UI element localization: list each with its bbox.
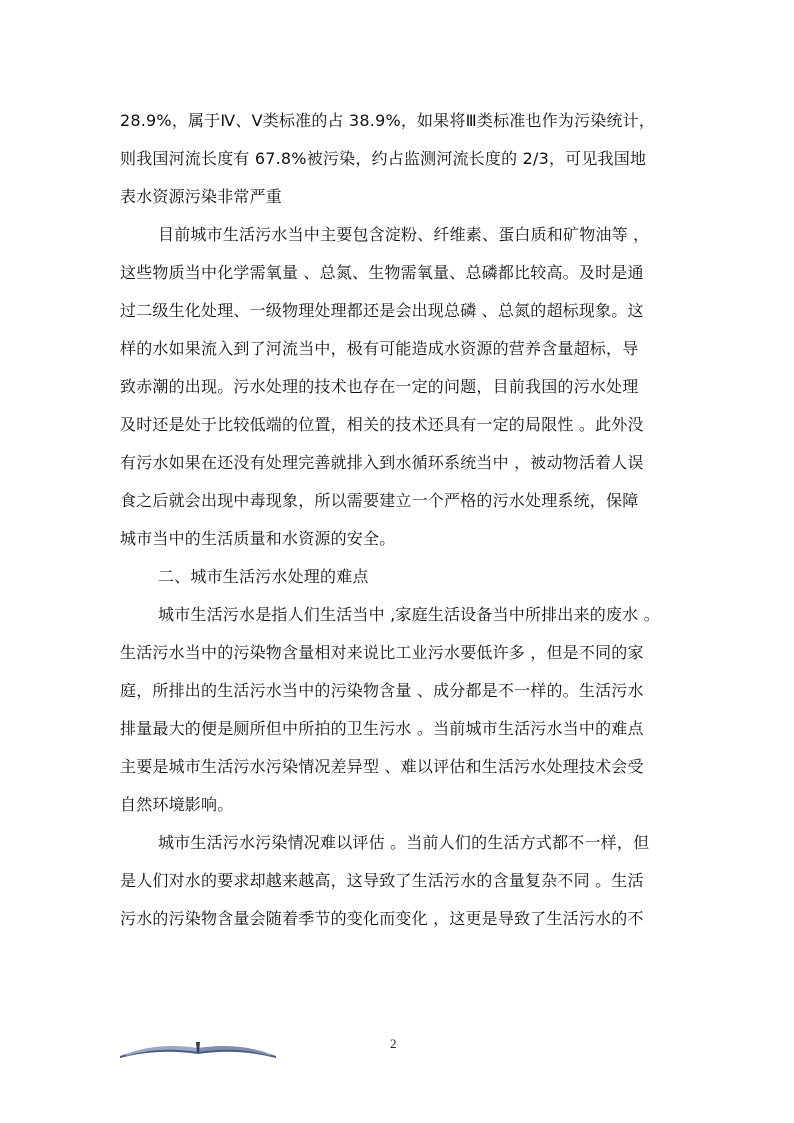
text-line: 28.9%，属于Ⅳ、Ⅴ类标准的占 38.9%，如果将Ⅲ类标准也作为污染统计，: [120, 111, 656, 130]
open-book-icon: [118, 1036, 278, 1060]
text-line: 有污水如果在还没有处理完善就排入到水循环系统当中 ，被动物活着人误: [120, 453, 644, 472]
text-line: 目前城市生活污水当中主要包含淀粉、纤维素、蛋白质和矿物油等 ，: [158, 225, 650, 244]
page-footer: [0, 1030, 794, 1070]
text-line: 生活污水当中的污染物含量相对来说比工业污水要低许多 ，但是不同的家: [120, 643, 644, 662]
text-line: 城市生活污水污染情况难以评估 。当前人们的生活方式都不一样，但: [158, 833, 650, 852]
text-line: 排量最大的便是厕所但中所拍的卫生污水 。当前城市生活污水当中的难点: [120, 719, 644, 738]
text-line: 过二级生化处理、一级物理处理都还是会出现总磷 、总氮的超标现象。这: [120, 301, 644, 320]
text-line: 二、城市生活污水处理的难点: [158, 567, 369, 586]
text-line: 表水资源污染非常严重: [120, 187, 283, 206]
text-line: 主要是城市生活污水污染情况差异型 、难以评估和生活污水处理技术会受: [120, 757, 644, 776]
text-line: 自然环境影响。: [120, 795, 234, 814]
text-line: 这些物质当中化学需氧量 、总氮、生物需氧量、总磷都比较高。及时是通: [120, 263, 644, 282]
text-line: 城市当中的生活质量和水资源的安全。: [120, 529, 396, 548]
text-line: 庭，所排出的生活污水当中的污染物含量 、成分都是不一样的。生活污水: [120, 681, 644, 700]
text-line: 致赤潮的出现。污水处理的技术也存在一定的问题，目前我国的污水处理: [120, 377, 639, 396]
body-text: [120, 102, 676, 938]
text-line: 污水的污染物含量会随着季节的变化而变化 ，这更是导致了生活污水的不: [120, 909, 644, 928]
text-line: 及时还是处于比较低端的位置，相关的技术还具有一定的局限性 。此外没: [120, 415, 644, 434]
text-line: 城市生活污水是指人们生活当中 ,家庭生活设备当中所排出来的废水 。: [158, 605, 660, 624]
text-line: 是人们对水的要求却越来越高，这导致了生活污水的含量复杂不同 。生活: [120, 871, 644, 890]
text-line: 样的水如果流入到了河流当中，极有可能造成水资源的营养含量超标，导: [120, 339, 639, 358]
text-line: 食之后就会出现中毒现象，所以需要建立一个严格的污水处理系统，保障: [120, 491, 639, 510]
page-number: 2: [390, 1036, 397, 1051]
text-line: 则我国河流长度有 67.8%被污染，约占监测河流长度的 2/3，可见我国地: [120, 149, 647, 168]
